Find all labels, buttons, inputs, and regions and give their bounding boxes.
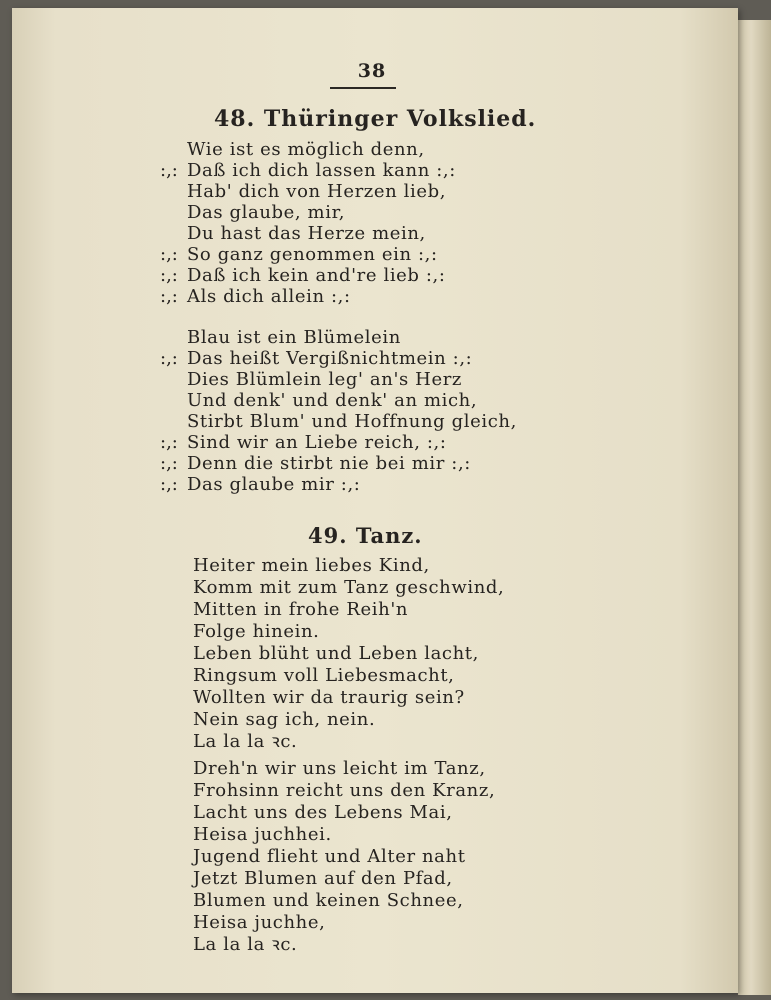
verse-line: Sind wir an Liebe reich, :,: <box>187 432 447 453</box>
verse-line: La la la ꝛc. <box>193 934 298 955</box>
verse-line: Blumen und keinen Schnee, <box>193 890 464 911</box>
verse-line: Denn die stirbt nie bei mir :,: <box>187 453 471 474</box>
verse-line: Du hast das Herze mein, <box>187 223 426 244</box>
verse-line: Wie ist es möglich denn, <box>187 139 425 160</box>
verse-line: Als dich allein :,: <box>187 286 351 307</box>
verse-line: Und denk' und denk' an mich, <box>187 390 478 411</box>
verse-line: Daß ich dich lassen kann :,: <box>187 160 456 181</box>
verse-line: Frohsinn reicht uns den Kranz, <box>193 780 496 801</box>
verse-line: Heisa juchhe, <box>193 912 326 933</box>
verse-line: Jugend flieht und Alter naht <box>193 846 466 867</box>
verse-line: Nein sag ich, nein. <box>193 709 376 730</box>
verse-line: Dies Blümlein leg' an's Herz <box>187 369 462 390</box>
verse-line: Leben blüht und Leben lacht, <box>193 643 479 664</box>
verse-line: Heisa juchhei. <box>193 824 332 845</box>
verse-line: Das heißt Vergißnichtmein :,: <box>187 348 473 369</box>
verse-line: Blau ist ein Blümelein <box>187 327 401 348</box>
verse-line: Ringsum voll Liebesmacht, <box>193 665 455 686</box>
repeat-mark: :,: <box>160 453 178 474</box>
verse-line: Hab' dich von Herzen lieb, <box>187 181 447 202</box>
song-49-title: 49. Tanz. <box>308 523 423 548</box>
adjacent-page-edge <box>738 20 771 995</box>
repeat-mark: :,: <box>160 348 178 369</box>
page-number: 38 <box>357 60 387 82</box>
verse-line: Heiter mein liebes Kind, <box>193 555 430 576</box>
verse-line: Das glaube mir :,: <box>187 474 361 495</box>
verse-line: Komm mit zum Tanz geschwind, <box>193 577 505 598</box>
verse-line: Mitten in frohe Reih'n <box>193 599 409 620</box>
repeat-mark: :,: <box>160 244 178 265</box>
verse-line: Lacht uns des Lebens Mai, <box>193 802 453 823</box>
song-48-title: 48. Thüringer Volkslied. <box>214 106 537 132</box>
repeat-mark: :,: <box>160 286 178 307</box>
verse-line: Wollten wir da traurig sein? <box>193 687 465 708</box>
verse-line: Das glaube, mir, <box>187 202 346 223</box>
repeat-mark: :,: <box>160 474 178 495</box>
repeat-mark: :,: <box>160 432 178 453</box>
book-page <box>12 8 738 993</box>
verse-line: Daß ich kein and're lieb :,: <box>187 265 446 286</box>
verse-line: So ganz genommen ein :,: <box>187 244 438 265</box>
verse-line: La la la ꝛc. <box>193 731 298 752</box>
verse-line: Jetzt Blumen auf den Pfad, <box>193 868 453 889</box>
verse-line: Folge hinein. <box>193 621 320 642</box>
verse-line: Stirbt Blum' und Hoffnung gleich, <box>187 411 517 432</box>
verse-line: Dreh'n wir uns leicht im Tanz, <box>193 758 486 779</box>
repeat-mark: :,: <box>160 160 178 181</box>
repeat-mark: :,: <box>160 265 178 286</box>
page-number-rule <box>330 87 396 89</box>
